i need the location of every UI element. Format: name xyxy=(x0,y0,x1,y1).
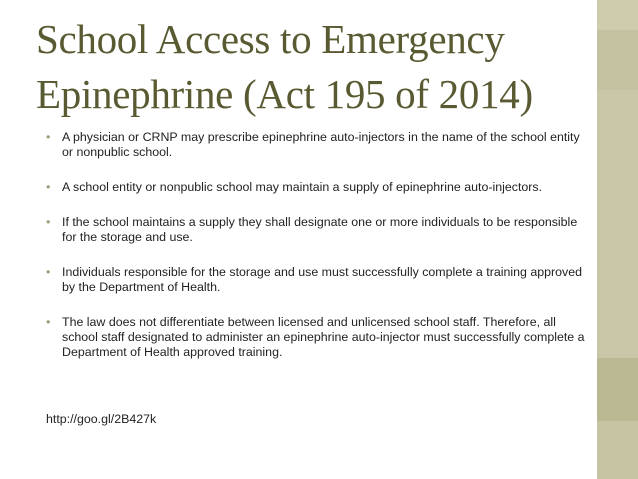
bullet-marker: • xyxy=(46,180,51,194)
side-bar-block xyxy=(597,358,638,421)
bullet-text: A school entity or nonpublic school may maintain a supply of epinephrine auto-injectors. xyxy=(62,180,543,194)
bullet-text: A physician or CRNP may prescribe epinephrine auto-injectors in the name of the school entity or nonpublic school. xyxy=(62,130,580,159)
source-link[interactable]: http://goo.gl/2B427k xyxy=(46,412,157,426)
bullet-marker: • xyxy=(46,315,51,329)
side-bar-block xyxy=(597,0,638,30)
bullet-marker: • xyxy=(46,215,51,229)
bullet-item xyxy=(46,215,586,245)
bullet-item xyxy=(46,315,586,360)
side-bar-block xyxy=(597,421,638,479)
slide-title: School Access to Emergency Epinephrine (Act 195 of 2014) xyxy=(36,16,533,117)
bullet-text: The law does not differentiate between licensed and unlicensed school staff. Therefore, all school staff designated to administer an epinephrine auto-injector must successfully complete a Department of Health approved training. xyxy=(62,315,585,359)
bullet-item xyxy=(46,265,586,295)
bullet-item xyxy=(46,180,586,195)
side-bar-block xyxy=(597,30,638,90)
bullet-marker: • xyxy=(46,130,51,144)
bullet-marker: • xyxy=(46,265,51,279)
bullet-text: If the school maintains a supply they shall designate one or more individuals to be responsible for the storage and use. xyxy=(62,215,578,244)
bullet-text: Individuals responsible for the storage and use must successfully complete a training approved by the Department of Health. xyxy=(62,265,583,294)
bullet-item xyxy=(46,130,586,160)
bullet-list xyxy=(46,130,586,380)
